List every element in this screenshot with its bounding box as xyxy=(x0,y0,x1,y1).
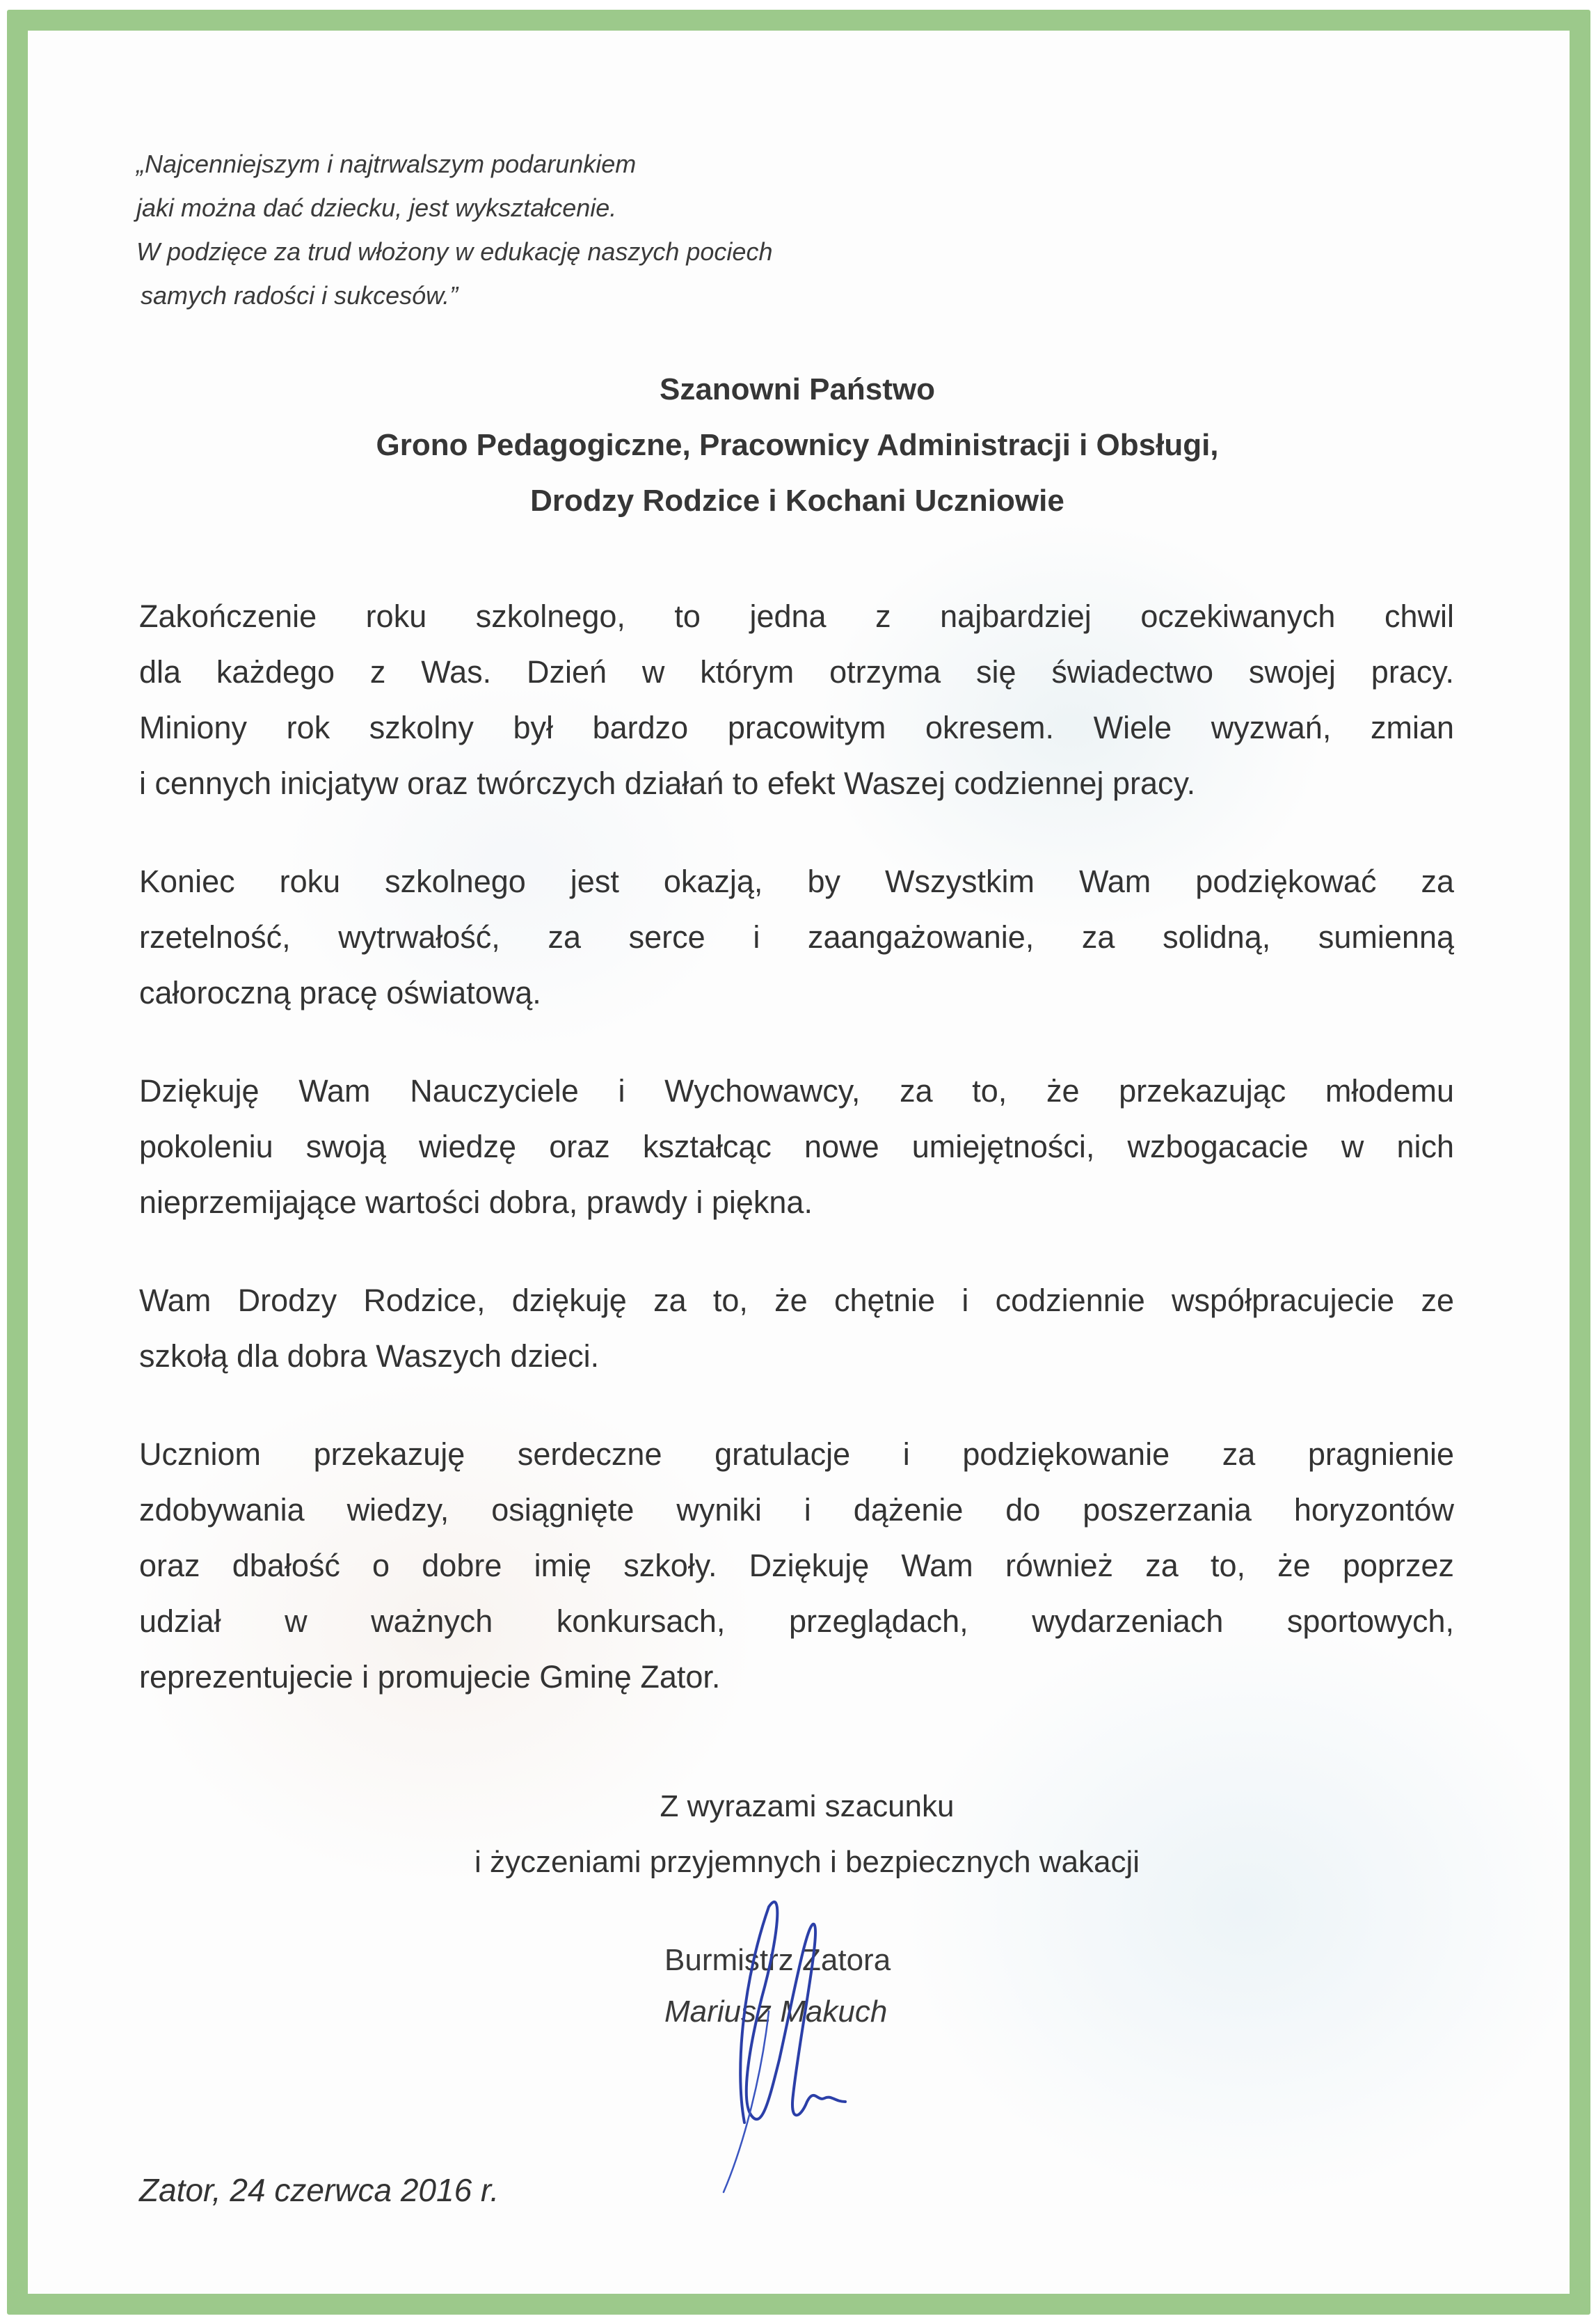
salutation-line: Drodzy Rodzice i Kochani Uczniowie xyxy=(530,484,1064,518)
letter-date: Zator, 24 czerwca 2016 r. xyxy=(139,2172,500,2208)
body-line: udział w ważnych konkursach, przeglądach, wydarzeniach sportowych, xyxy=(139,1603,1454,1639)
body-line: i cennych inicjatyw oraz twórczych działań to efekt Waszej codziennej pracy. xyxy=(139,766,1196,801)
salutation-line: Grono Pedagogiczne, Pracownicy Administracji i Obsługi, xyxy=(376,428,1219,462)
body-line: całoroczną pracę oświatową. xyxy=(139,975,541,1010)
body-line: oraz dbałość o dobre imię szkoły. Dziękuję Wam również za to, że poprzez xyxy=(139,1548,1454,1583)
handwritten-signature xyxy=(696,1893,974,2199)
paragraph-thanks-parents xyxy=(139,1273,1454,1384)
closing-greeting xyxy=(390,1779,1224,1890)
body-line: Miniony rok szkolny był bardzo pracowitym okresem. Wiele wyzwań, zmian xyxy=(139,710,1454,745)
body-line: Koniec roku szkolnego jest okazją, by Wszystkim Wam podziękować za xyxy=(139,864,1454,899)
body-line: rzetelność, wytrwałość, za serce i zaangażowanie, za solidną, sumienną xyxy=(139,919,1454,955)
body-line: szkołą dla dobra Waszych dzieci. xyxy=(139,1338,600,1374)
salutation-heading xyxy=(136,362,1458,529)
paragraph-thanks-teachers xyxy=(139,1063,1454,1230)
signer-title: Burmistrz Zatora xyxy=(664,1943,891,1977)
salutation-line: Szanowni Państwo xyxy=(659,372,936,406)
body-line: pokoleniu swoją wiedzę oraz kształcąc nowe umiejętności, wzbogacacie w nich xyxy=(139,1129,1454,1164)
body-line: dla każdego z Was. Dzień w którym otrzyma się świadectwo swojej pracy. xyxy=(139,654,1454,690)
body-line: Zakończenie roku szkolnego, to jedna z najbardziej oczekiwanych chwil xyxy=(139,598,1454,634)
body-line: Dziękuję Wam Nauczyciele i Wychowawcy, za to, że przekazując młodemu xyxy=(139,1073,1454,1109)
body-line: nieprzemijające wartości dobra, prawdy i piękna. xyxy=(139,1184,813,1220)
letter-body xyxy=(139,589,1454,1747)
body-line: zdobywania wiedzy, osiągnięte wyniki i dążenie do poszerzania horyzontów xyxy=(139,1492,1454,1528)
body-line: reprezentujecie i promujecie Gminę Zator. xyxy=(139,1659,721,1695)
body-line: Wam Drodzy Rodzice, dziękuję za to, że chętnie i codziennie współpracujecie ze xyxy=(139,1283,1454,1318)
body-line: Uczniom przekazuję serdeczne gratulacje i podziękowanie za pragnienie xyxy=(139,1436,1454,1472)
epigraph-quote xyxy=(136,142,772,317)
closing-line: Z wyrazami szacunku xyxy=(660,1789,955,1823)
paragraph-thanks-students xyxy=(139,1427,1454,1705)
quote-line: samych radości i sukcesów.” xyxy=(141,281,458,310)
quote-line: W podzięce za trud włożony w edukację naszych pociech xyxy=(136,237,773,266)
quote-line: jaki można dać dziecku, jest wykształcenie. xyxy=(136,193,617,222)
paragraph-thanks-all xyxy=(139,854,1454,1021)
paragraph-end-of-year xyxy=(139,589,1454,811)
closing-line: i życzeniami przyjemnych i bezpiecznych wakacji xyxy=(474,1845,1140,1879)
quote-line: „Najcenniejszym i najtrwalszym podarunkiem xyxy=(136,150,637,178)
signer-name: Mariusz Makuch xyxy=(664,1995,888,2029)
